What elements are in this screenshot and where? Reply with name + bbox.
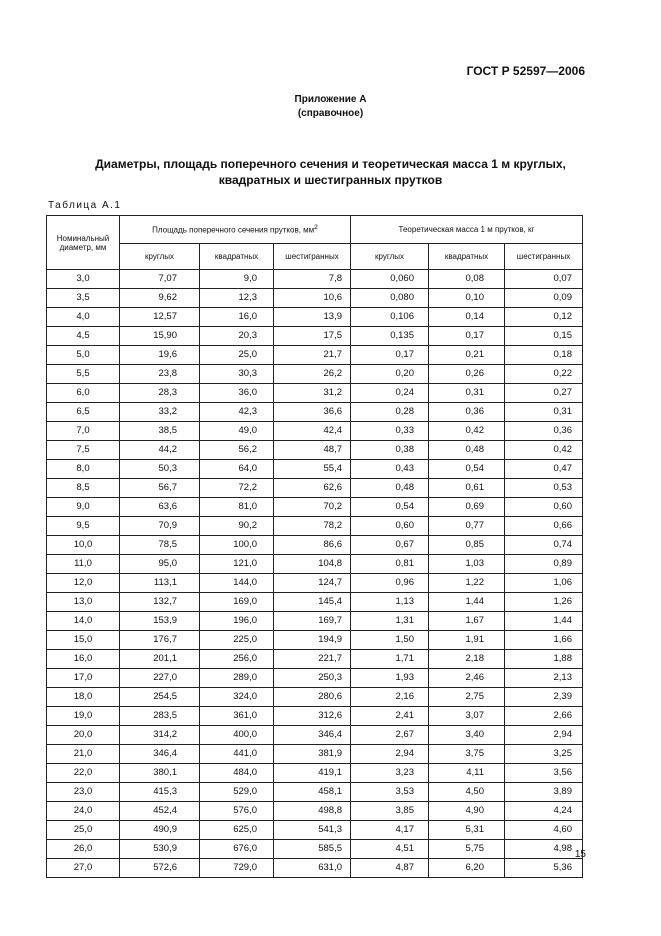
cell-mass-round: 0,96 bbox=[351, 574, 429, 593]
cell-area-round: 452,4 bbox=[120, 802, 200, 821]
cell-area-square: 144,0 bbox=[200, 574, 274, 593]
cell-mass-round: 0,54 bbox=[351, 498, 429, 517]
cell-mass-hexagonal: 3,25 bbox=[505, 745, 583, 764]
cell-area-round: 70,9 bbox=[120, 517, 200, 536]
cell-mass-round: 1,93 bbox=[351, 669, 429, 688]
cell-area-hexagonal: 70,2 bbox=[274, 498, 351, 517]
cell-mass-round: 2,67 bbox=[351, 726, 429, 745]
subheader-mass-round: круглых bbox=[351, 244, 429, 270]
cell-diameter: 14,0 bbox=[47, 612, 120, 631]
cell-area-square: 42,3 bbox=[200, 403, 274, 422]
cell-area-round: 283,5 bbox=[120, 707, 200, 726]
cell-area-hexagonal: 381,9 bbox=[274, 745, 351, 764]
cell-diameter: 3,5 bbox=[47, 289, 120, 308]
subheader-mass-square: квадратных bbox=[429, 244, 505, 270]
cell-area-round: 176,7 bbox=[120, 631, 200, 650]
cell-area-round: 56,7 bbox=[120, 479, 200, 498]
cell-area-square: 49,0 bbox=[200, 422, 274, 441]
cell-mass-round: 0,67 bbox=[351, 536, 429, 555]
cell-area-hexagonal: 48,7 bbox=[274, 441, 351, 460]
cell-mass-round: 4,87 bbox=[351, 859, 429, 878]
cell-area-square: 324,0 bbox=[200, 688, 274, 707]
cell-area-round: 113,1 bbox=[120, 574, 200, 593]
cell-area-round: 12,57 bbox=[120, 308, 200, 327]
cell-mass-round: 0,43 bbox=[351, 460, 429, 479]
cell-mass-round: 0,28 bbox=[351, 403, 429, 422]
cell-diameter: 24,0 bbox=[47, 802, 120, 821]
cell-area-hexagonal: 26,2 bbox=[274, 365, 351, 384]
cell-area-hexagonal: 62,6 bbox=[274, 479, 351, 498]
cell-area-hexagonal: 541,3 bbox=[274, 821, 351, 840]
cell-mass-round: 0,135 bbox=[351, 327, 429, 346]
table-row bbox=[47, 707, 583, 726]
cell-area-hexagonal: 13,9 bbox=[274, 308, 351, 327]
table-row bbox=[47, 517, 583, 536]
cell-area-hexagonal: 78,2 bbox=[274, 517, 351, 536]
table-row bbox=[47, 365, 583, 384]
cell-mass-square: 0,14 bbox=[429, 308, 505, 327]
subheader-mass-hexagonal: шестигранных bbox=[505, 244, 583, 270]
cell-area-hexagonal: 346,4 bbox=[274, 726, 351, 745]
cell-mass-round: 2,94 bbox=[351, 745, 429, 764]
table-row bbox=[47, 270, 583, 289]
cell-area-hexagonal: 21,7 bbox=[274, 346, 351, 365]
table-row bbox=[47, 593, 583, 612]
cell-diameter: 10,0 bbox=[47, 536, 120, 555]
cell-mass-square: 3,07 bbox=[429, 707, 505, 726]
cell-mass-hexagonal: 0,47 bbox=[505, 460, 583, 479]
cell-mass-hexagonal: 3,56 bbox=[505, 764, 583, 783]
cell-area-square: 625,0 bbox=[200, 821, 274, 840]
cell-area-hexagonal: 280,6 bbox=[274, 688, 351, 707]
cell-area-round: 254,5 bbox=[120, 688, 200, 707]
cell-area-hexagonal: 194,9 bbox=[274, 631, 351, 650]
table-body bbox=[47, 270, 583, 878]
cell-diameter: 9,5 bbox=[47, 517, 120, 536]
cell-mass-square: 4,11 bbox=[429, 764, 505, 783]
subheader-area-round: круглых bbox=[120, 244, 200, 270]
cell-mass-square: 0,17 bbox=[429, 327, 505, 346]
table-row bbox=[47, 802, 583, 821]
cell-mass-hexagonal: 0,66 bbox=[505, 517, 583, 536]
cell-mass-square: 0,61 bbox=[429, 479, 505, 498]
cell-area-hexagonal: 55,4 bbox=[274, 460, 351, 479]
cell-diameter: 22,0 bbox=[47, 764, 120, 783]
cell-mass-hexagonal: 1,44 bbox=[505, 612, 583, 631]
cell-area-round: 530,9 bbox=[120, 840, 200, 859]
cell-mass-round: 3,53 bbox=[351, 783, 429, 802]
cell-area-hexagonal: 498,8 bbox=[274, 802, 351, 821]
cell-diameter: 23,0 bbox=[47, 783, 120, 802]
page-number: 15 bbox=[574, 849, 586, 860]
cell-mass-round: 0,060 bbox=[351, 270, 429, 289]
cell-mass-hexagonal: 1,66 bbox=[505, 631, 583, 650]
header-diameter: Номинальный диаметр, мм bbox=[47, 216, 120, 270]
cell-mass-hexagonal: 4,60 bbox=[505, 821, 583, 840]
cell-mass-square: 0,21 bbox=[429, 346, 505, 365]
cell-mass-square: 0,31 bbox=[429, 384, 505, 403]
table-row bbox=[47, 669, 583, 688]
cell-area-square: 729,0 bbox=[200, 859, 274, 878]
cell-area-hexagonal: 312,6 bbox=[274, 707, 351, 726]
cell-area-square: 9,0 bbox=[200, 270, 274, 289]
header-mass-group: Теоретическая масса 1 м прутков, кг bbox=[351, 216, 583, 244]
cell-mass-hexagonal: 0,22 bbox=[505, 365, 583, 384]
cell-area-square: 90,2 bbox=[200, 517, 274, 536]
cell-mass-round: 0,81 bbox=[351, 555, 429, 574]
cell-diameter: 26,0 bbox=[47, 840, 120, 859]
cell-diameter: 16,0 bbox=[47, 650, 120, 669]
cell-mass-square: 2,75 bbox=[429, 688, 505, 707]
cell-area-square: 169,0 bbox=[200, 593, 274, 612]
cell-mass-hexagonal: 4,24 bbox=[505, 802, 583, 821]
cell-mass-square: 2,18 bbox=[429, 650, 505, 669]
cell-mass-round: 1,71 bbox=[351, 650, 429, 669]
cell-area-square: 196,0 bbox=[200, 612, 274, 631]
table-row bbox=[47, 726, 583, 745]
cell-diameter: 6,0 bbox=[47, 384, 120, 403]
cell-diameter: 7,5 bbox=[47, 441, 120, 460]
header-area-group bbox=[120, 216, 351, 244]
table-row bbox=[47, 422, 583, 441]
cell-area-round: 95,0 bbox=[120, 555, 200, 574]
cell-area-round: 380,1 bbox=[120, 764, 200, 783]
cell-mass-round: 0,106 bbox=[351, 308, 429, 327]
table-row bbox=[47, 460, 583, 479]
cell-area-round: 572,6 bbox=[120, 859, 200, 878]
cell-area-round: 346,4 bbox=[120, 745, 200, 764]
cell-area-square: 225,0 bbox=[200, 631, 274, 650]
cell-area-square: 30,3 bbox=[200, 365, 274, 384]
annex-title: Приложение А bbox=[294, 94, 367, 105]
cell-area-square: 100,0 bbox=[200, 536, 274, 555]
cell-area-hexagonal: 458,1 bbox=[274, 783, 351, 802]
cell-diameter: 15,0 bbox=[47, 631, 120, 650]
cell-diameter: 21,0 bbox=[47, 745, 120, 764]
cell-mass-hexagonal: 1,88 bbox=[505, 650, 583, 669]
cell-area-hexagonal: 86,6 bbox=[274, 536, 351, 555]
table-row bbox=[47, 308, 583, 327]
cell-area-hexagonal: 104,8 bbox=[274, 555, 351, 574]
table-row bbox=[47, 536, 583, 555]
cell-area-round: 132,7 bbox=[120, 593, 200, 612]
header-area-label: Площадь поперечного сечения прутков, мм bbox=[152, 225, 315, 235]
cell-area-square: 16,0 bbox=[200, 308, 274, 327]
cell-diameter: 19,0 bbox=[47, 707, 120, 726]
subheader-area-hexagonal: шестигранных bbox=[274, 244, 351, 270]
cell-area-round: 227,0 bbox=[120, 669, 200, 688]
cell-mass-square: 0,77 bbox=[429, 517, 505, 536]
cell-mass-square: 3,75 bbox=[429, 745, 505, 764]
table-row bbox=[47, 403, 583, 422]
cell-mass-square: 1,03 bbox=[429, 555, 505, 574]
cell-mass-hexagonal: 0,53 bbox=[505, 479, 583, 498]
cell-mass-hexagonal: 0,27 bbox=[505, 384, 583, 403]
table-label: Таблица А.1 bbox=[48, 200, 122, 211]
cell-mass-round: 1,50 bbox=[351, 631, 429, 650]
cell-diameter: 17,0 bbox=[47, 669, 120, 688]
cell-area-square: 400,0 bbox=[200, 726, 274, 745]
cell-area-round: 15,90 bbox=[120, 327, 200, 346]
cell-area-hexagonal: 36,6 bbox=[274, 403, 351, 422]
cell-mass-square: 1,67 bbox=[429, 612, 505, 631]
cell-mass-round: 0,48 bbox=[351, 479, 429, 498]
cell-diameter: 3,0 bbox=[47, 270, 120, 289]
cell-area-round: 7,07 bbox=[120, 270, 200, 289]
cell-mass-square: 1,44 bbox=[429, 593, 505, 612]
cell-area-square: 36,0 bbox=[200, 384, 274, 403]
cell-mass-round: 1,31 bbox=[351, 612, 429, 631]
cell-area-square: 121,0 bbox=[200, 555, 274, 574]
cell-mass-hexagonal: 0,31 bbox=[505, 403, 583, 422]
cell-mass-round: 2,16 bbox=[351, 688, 429, 707]
cell-mass-hexagonal: 0,07 bbox=[505, 270, 583, 289]
cell-mass-square: 4,50 bbox=[429, 783, 505, 802]
cell-mass-hexagonal: 3,89 bbox=[505, 783, 583, 802]
table-row bbox=[47, 783, 583, 802]
document-title-line-1: Диаметры, площадь поперечного сечения и теоретическая масса 1 м круглых, bbox=[95, 157, 566, 171]
table-row bbox=[47, 498, 583, 517]
table-row bbox=[47, 441, 583, 460]
table-row bbox=[47, 631, 583, 650]
cell-diameter: 12,0 bbox=[47, 574, 120, 593]
cell-mass-round: 0,24 bbox=[351, 384, 429, 403]
cell-area-square: 64,0 bbox=[200, 460, 274, 479]
table-row bbox=[47, 745, 583, 764]
cell-area-round: 78,5 bbox=[120, 536, 200, 555]
cell-area-hexagonal: 169,7 bbox=[274, 612, 351, 631]
cell-diameter: 5,0 bbox=[47, 346, 120, 365]
cell-area-hexagonal: 250,3 bbox=[274, 669, 351, 688]
cell-diameter: 5,5 bbox=[47, 365, 120, 384]
table-row bbox=[47, 859, 583, 878]
cell-area-hexagonal: 631,0 bbox=[274, 859, 351, 878]
cell-area-round: 490,9 bbox=[120, 821, 200, 840]
table-row bbox=[47, 289, 583, 308]
cell-mass-hexagonal: 0,12 bbox=[505, 308, 583, 327]
cell-mass-square: 0,36 bbox=[429, 403, 505, 422]
annex-subtitle: (справочное) bbox=[297, 108, 364, 119]
standard-code: ГОСТ Р 52597—2006 bbox=[466, 64, 585, 78]
cell-mass-square: 0,48 bbox=[429, 441, 505, 460]
cell-mass-square: 2,46 bbox=[429, 669, 505, 688]
cell-area-square: 25,0 bbox=[200, 346, 274, 365]
cell-diameter: 6,5 bbox=[47, 403, 120, 422]
cell-area-round: 9,62 bbox=[120, 289, 200, 308]
cell-mass-square: 5,75 bbox=[429, 840, 505, 859]
cell-mass-round: 1,13 bbox=[351, 593, 429, 612]
cell-diameter: 25,0 bbox=[47, 821, 120, 840]
cell-mass-hexagonal: 2,39 bbox=[505, 688, 583, 707]
cell-mass-round: 2,41 bbox=[351, 707, 429, 726]
cell-area-round: 153,9 bbox=[120, 612, 200, 631]
cell-mass-square: 1,91 bbox=[429, 631, 505, 650]
cell-area-square: 12,3 bbox=[200, 289, 274, 308]
cell-area-round: 19,6 bbox=[120, 346, 200, 365]
cell-mass-hexagonal: 0,42 bbox=[505, 441, 583, 460]
cell-mass-hexagonal: 0,36 bbox=[505, 422, 583, 441]
cell-area-square: 56,2 bbox=[200, 441, 274, 460]
header-area-sup: 2 bbox=[314, 224, 318, 232]
cell-area-hexagonal: 42,4 bbox=[274, 422, 351, 441]
cell-diameter: 27,0 bbox=[47, 859, 120, 878]
cell-mass-square: 0,85 bbox=[429, 536, 505, 555]
cell-area-hexagonal: 7,8 bbox=[274, 270, 351, 289]
cell-area-square: 576,0 bbox=[200, 802, 274, 821]
cell-diameter: 8,0 bbox=[47, 460, 120, 479]
cell-area-square: 256,0 bbox=[200, 650, 274, 669]
cell-area-round: 314,2 bbox=[120, 726, 200, 745]
cell-mass-hexagonal: 2,13 bbox=[505, 669, 583, 688]
cell-mass-square: 0,54 bbox=[429, 460, 505, 479]
cell-mass-round: 4,17 bbox=[351, 821, 429, 840]
cell-mass-square: 0,08 bbox=[429, 270, 505, 289]
cell-area-round: 50,3 bbox=[120, 460, 200, 479]
cell-area-round: 415,3 bbox=[120, 783, 200, 802]
table-row bbox=[47, 821, 583, 840]
cell-area-hexagonal: 31,2 bbox=[274, 384, 351, 403]
cell-mass-hexagonal: 2,94 bbox=[505, 726, 583, 745]
table-row bbox=[47, 688, 583, 707]
cell-area-square: 529,0 bbox=[200, 783, 274, 802]
cell-mass-square: 3,40 bbox=[429, 726, 505, 745]
table-row bbox=[47, 612, 583, 631]
cell-mass-round: 0,20 bbox=[351, 365, 429, 384]
cell-mass-square: 4,90 bbox=[429, 802, 505, 821]
cell-mass-round: 0,33 bbox=[351, 422, 429, 441]
cell-mass-square: 6,20 bbox=[429, 859, 505, 878]
cell-area-hexagonal: 124,7 bbox=[274, 574, 351, 593]
cell-area-round: 38,5 bbox=[120, 422, 200, 441]
cell-area-hexagonal: 17,5 bbox=[274, 327, 351, 346]
cell-area-round: 44,2 bbox=[120, 441, 200, 460]
cell-mass-square: 0,26 bbox=[429, 365, 505, 384]
cell-mass-hexagonal: 4,98 bbox=[505, 840, 583, 859]
cell-mass-square: 5,31 bbox=[429, 821, 505, 840]
cell-area-round: 63,6 bbox=[120, 498, 200, 517]
cell-diameter: 11,0 bbox=[47, 555, 120, 574]
cell-mass-square: 0,69 bbox=[429, 498, 505, 517]
cell-mass-hexagonal: 1,26 bbox=[505, 593, 583, 612]
cell-area-square: 81,0 bbox=[200, 498, 274, 517]
document-title-line-2: квадратных и шестигранных прутков bbox=[218, 173, 443, 187]
table-row bbox=[47, 555, 583, 574]
cell-area-hexagonal: 10,6 bbox=[274, 289, 351, 308]
table-row bbox=[47, 650, 583, 669]
cell-mass-hexagonal: 0,09 bbox=[505, 289, 583, 308]
table-row bbox=[47, 840, 583, 859]
cell-diameter: 4,0 bbox=[47, 308, 120, 327]
cell-mass-hexagonal: 0,18 bbox=[505, 346, 583, 365]
cell-area-round: 23,8 bbox=[120, 365, 200, 384]
bar-dimensions-table bbox=[46, 215, 583, 878]
cell-diameter: 18,0 bbox=[47, 688, 120, 707]
cell-area-square: 676,0 bbox=[200, 840, 274, 859]
cell-diameter: 20,0 bbox=[47, 726, 120, 745]
cell-mass-round: 3,23 bbox=[351, 764, 429, 783]
cell-mass-hexagonal: 0,89 bbox=[505, 555, 583, 574]
cell-mass-hexagonal: 2,66 bbox=[505, 707, 583, 726]
table-row bbox=[47, 764, 583, 783]
cell-area-square: 289,0 bbox=[200, 669, 274, 688]
cell-mass-hexagonal: 0,60 bbox=[505, 498, 583, 517]
cell-area-hexagonal: 145,4 bbox=[274, 593, 351, 612]
cell-mass-square: 0,10 bbox=[429, 289, 505, 308]
cell-area-round: 33,2 bbox=[120, 403, 200, 422]
cell-area-square: 72,2 bbox=[200, 479, 274, 498]
table-row bbox=[47, 479, 583, 498]
cell-area-hexagonal: 221,7 bbox=[274, 650, 351, 669]
cell-area-round: 201,1 bbox=[120, 650, 200, 669]
cell-mass-round: 0,17 bbox=[351, 346, 429, 365]
cell-mass-round: 0,60 bbox=[351, 517, 429, 536]
table-row bbox=[47, 574, 583, 593]
cell-diameter: 13,0 bbox=[47, 593, 120, 612]
cell-area-square: 361,0 bbox=[200, 707, 274, 726]
cell-area-hexagonal: 419,1 bbox=[274, 764, 351, 783]
table-row bbox=[47, 384, 583, 403]
cell-mass-hexagonal: 1,06 bbox=[505, 574, 583, 593]
cell-mass-round: 4,51 bbox=[351, 840, 429, 859]
cell-mass-round: 3,85 bbox=[351, 802, 429, 821]
cell-diameter: 8,5 bbox=[47, 479, 120, 498]
subheader-area-square: квадратных bbox=[200, 244, 274, 270]
cell-area-hexagonal: 585,5 bbox=[274, 840, 351, 859]
cell-area-square: 20,3 bbox=[200, 327, 274, 346]
table-row bbox=[47, 327, 583, 346]
cell-mass-round: 0,38 bbox=[351, 441, 429, 460]
cell-area-round: 28,3 bbox=[120, 384, 200, 403]
table-row bbox=[47, 346, 583, 365]
cell-mass-hexagonal: 0,74 bbox=[505, 536, 583, 555]
cell-diameter: 9,0 bbox=[47, 498, 120, 517]
cell-diameter: 4,5 bbox=[47, 327, 120, 346]
cell-mass-square: 1,22 bbox=[429, 574, 505, 593]
cell-area-square: 441,0 bbox=[200, 745, 274, 764]
cell-mass-round: 0,080 bbox=[351, 289, 429, 308]
cell-mass-hexagonal: 5,36 bbox=[505, 859, 583, 878]
cell-diameter: 7,0 bbox=[47, 422, 120, 441]
cell-area-square: 484,0 bbox=[200, 764, 274, 783]
cell-mass-square: 0,42 bbox=[429, 422, 505, 441]
cell-mass-hexagonal: 0,15 bbox=[505, 327, 583, 346]
